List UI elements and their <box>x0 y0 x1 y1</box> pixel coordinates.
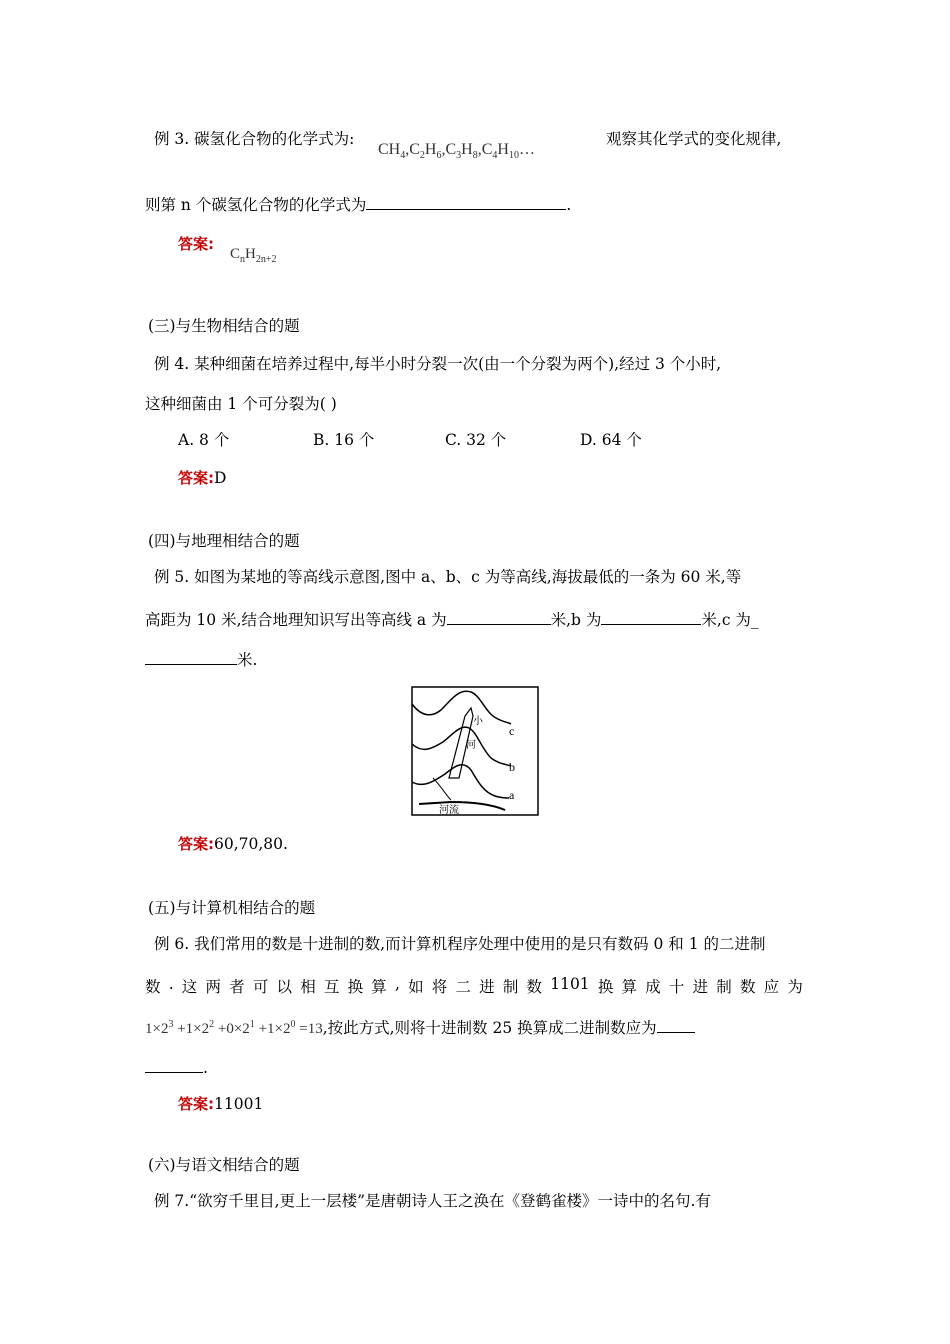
section-5-heading: (五)与计算机相结合的题 <box>148 899 316 917</box>
ex6-answer: 答案:11001 <box>178 1095 264 1113</box>
river-bank <box>433 778 451 800</box>
label-stream-2: 河 <box>466 740 476 751</box>
ex4-question-line2: 这种细菌由 1 个可分裂为( ) <box>145 395 337 413</box>
answer-blank-c[interactable] <box>145 650 237 665</box>
ex6-question-line1: 例 6. 我们常用的数是十进制的数,而计算机程序处理中使用的是只有数码 0 和 1 的二进制 <box>154 935 766 953</box>
contour-map <box>411 686 541 818</box>
formula-hydrocarbons: $CH_4,C_2H_6,C_3H_8,C_4H_{10}\dots$ <box>378 141 535 162</box>
label-c: c <box>509 724 515 738</box>
answer-blank-b[interactable] <box>601 610 701 625</box>
label-river: 河流 <box>439 805 459 816</box>
contour-b <box>412 727 511 766</box>
ex5-answer: 答案:60,70,80. <box>178 835 288 853</box>
ex7-question-line1: 例 7.“欲穷千里目,更上一层楼”是唐朝诗人王之涣在《登鹤雀楼》一诗中的名句.有 <box>154 1192 711 1210</box>
ex3-answer-formula: $C_nH_{2n+2}$ <box>230 246 277 265</box>
section-3-heading: (三)与生物相结合的题 <box>148 317 300 335</box>
option-b[interactable]: B. 16 个 <box>313 431 375 449</box>
answer-blank-part1[interactable] <box>657 1018 695 1033</box>
ex3-tail: 观察其化学式的变化规律, <box>606 130 782 148</box>
river <box>419 802 505 810</box>
ex6-question-line4: . <box>145 1058 208 1078</box>
label-stream-1: 小 <box>473 716 483 727</box>
map-frame <box>412 687 538 815</box>
ex3-question: 则第 n 个碳氢化合物的化学式为 . <box>145 196 572 214</box>
ex4-answer: 答案:D <box>178 469 227 487</box>
label-a: a <box>509 788 515 802</box>
ex4-question-line1: 例 4. 某种细菌在培养过程中,每半小时分裂一次(由一个分裂为两个),经过 3 个小时, <box>154 355 722 373</box>
ex6-question-line2: 数 . 这 两 者 可 以 相 互 换 算 , 如 将 二 进 制 数 1101 换 算 成 十 进 制 数 应 为 <box>145 975 803 996</box>
ex3-answer-label: 答案: <box>178 235 214 253</box>
answer-blank[interactable] <box>366 195 566 210</box>
ex5-question-line1: 例 5. 如图为某地的等高线示意图,图中 a、b、c 为等高线,海拔最低的一条为 60 米,等 <box>154 568 742 586</box>
ex6-question-line3: $1\times 2^3 +1\times 2^2 +0\times 2^1 +1\times 2^0 =13$,按此方式,则将十进制数 25 换算成二进制数应为 <box>145 1018 695 1038</box>
ex3-label: 例 3. 碳氢化合物的化学式为: <box>154 130 355 148</box>
answer-blank-a[interactable] <box>447 610 551 625</box>
label-b: b <box>509 760 515 774</box>
section-4-heading: (四)与地理相结合的题 <box>148 532 300 550</box>
ex5-question-line3: 米. <box>145 650 257 670</box>
option-c[interactable]: C. 32 个 <box>445 431 507 449</box>
contour-c <box>412 691 511 724</box>
section-6-heading: (六)与语文相结合的题 <box>148 1156 300 1174</box>
answer-blank-part2[interactable] <box>145 1058 203 1073</box>
option-d[interactable]: D. 64 个 <box>580 431 642 449</box>
ex5-question-line2: 高距为 10 米,结合地理知识写出等高线 a 为 米,b 为 米,c 为_ <box>145 611 759 629</box>
binary-formula: $1\times 2^3 +1\times 2^2 +0\times 2^1 +1\times 2^0 =13$ <box>145 1019 323 1037</box>
option-a[interactable]: A. 8 个 <box>178 431 230 449</box>
